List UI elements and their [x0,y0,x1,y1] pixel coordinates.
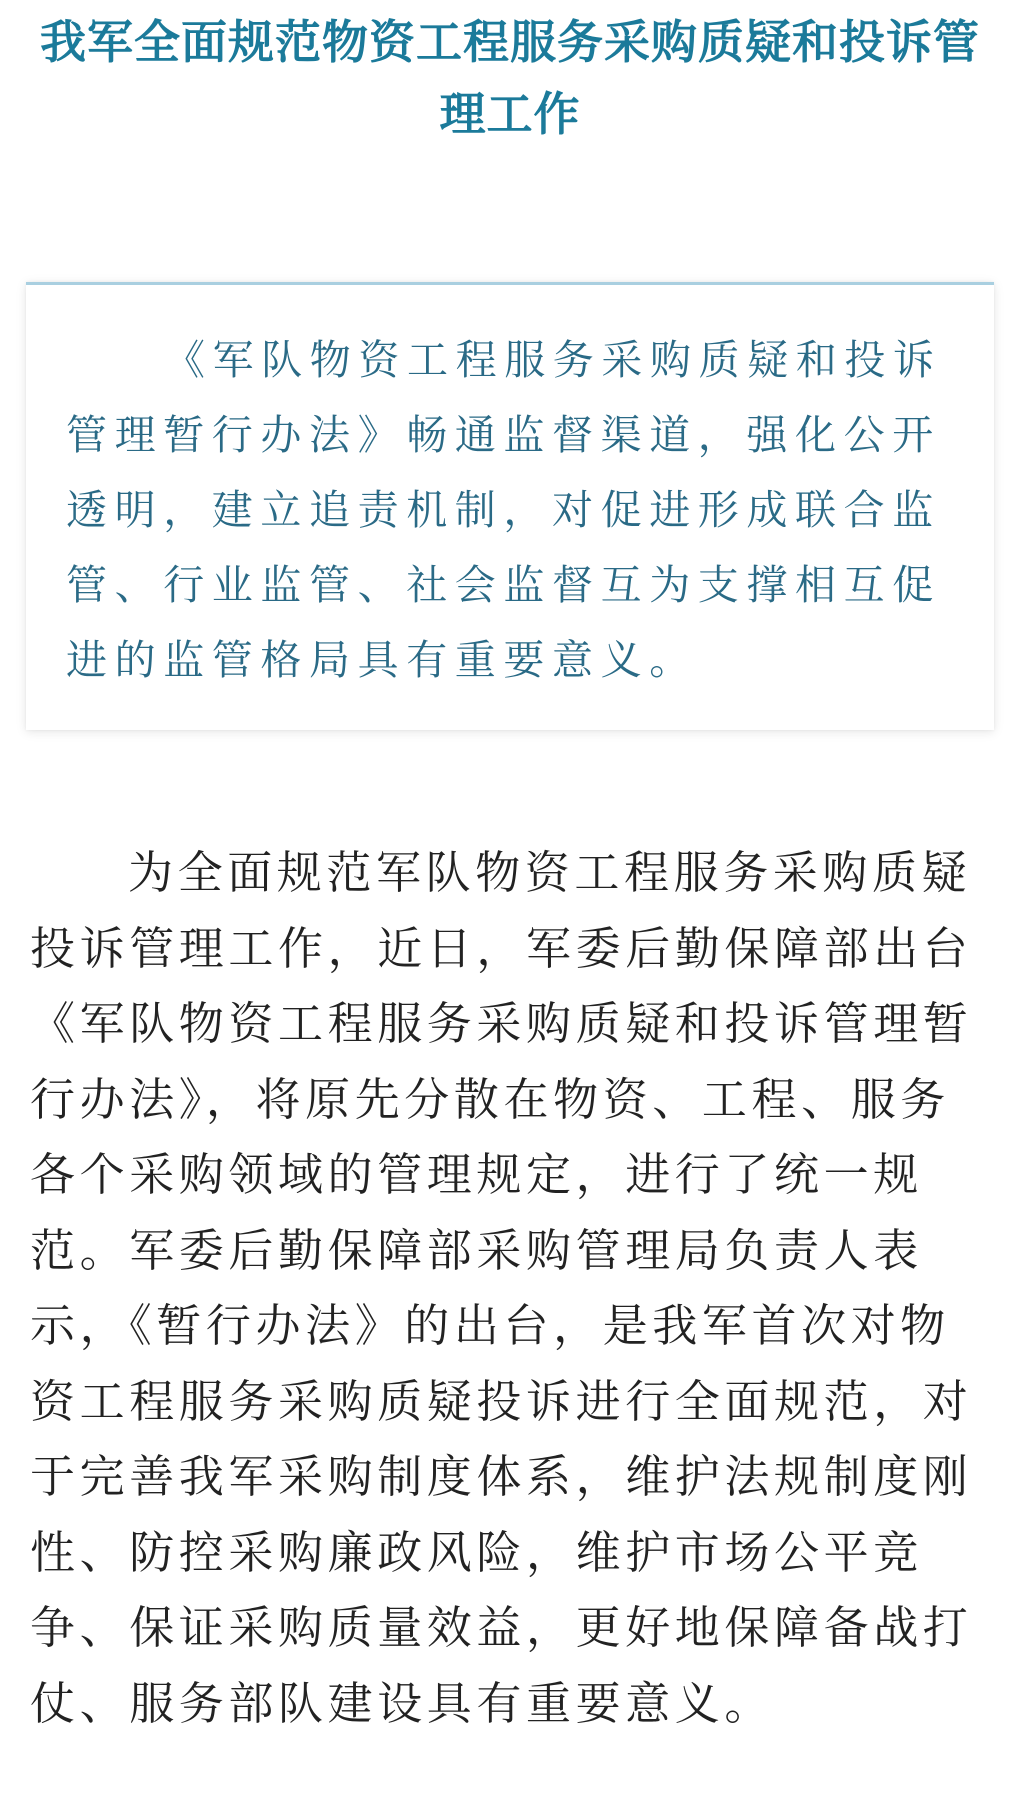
article-body-paragraph: 为全面规范军队物资工程服务采购质疑投诉管理工作，近日，军委后勤保障部出台《军队物资工程服务采购质疑和投诉管理暂行办法》，将原先分散在物资、工程、服务各个采购领域的管理规定，进行了统一规范。军委后勤保障部采购管理局负责人表示，《暂行办法》的出台，是我军首次对物资工程服务采购质疑投诉进行全面规范，对于完善我军采购制度体系，维护法规制度刚性、防控采购廉政风险，维护市场公平竞争、保证采购质量效益，更好地保障备战打仗、服务部队建设具有重要意义。 [30,846,973,1730]
article-title: 我军全面规范物资工程服务采购质疑和投诉管理工作 [40,15,980,141]
summary-text: 《军队物资工程服务采购质疑和投诉管理暂行办法》畅通监督渠道，强化公开透明，建立追责机制，对促进形成联合监管、行业监管、社会监督互为支撑相互促进的监管格局具有重要意义。 [66,336,942,684]
summary-box [26,282,994,730]
